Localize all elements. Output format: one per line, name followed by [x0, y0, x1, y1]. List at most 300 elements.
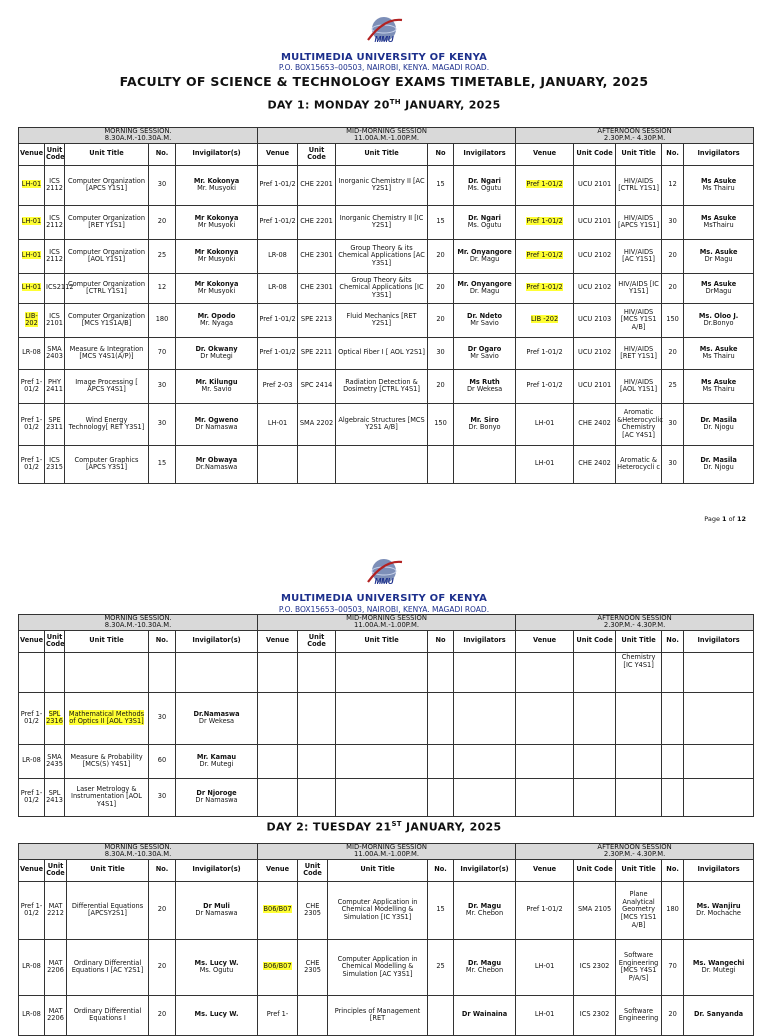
table-cell [454, 652, 516, 692]
venue-cell [19, 939, 45, 995]
venue-cell [516, 165, 574, 205]
venue: LH-01 [21, 217, 42, 226]
students-count-cell [428, 273, 454, 303]
venue: LH-01 [534, 459, 555, 468]
unit-code: ICS 2112 [46, 247, 63, 264]
unit-title-cell [67, 881, 149, 939]
students-count-cell [149, 692, 176, 744]
venue-cell [258, 337, 298, 369]
session-row [19, 615, 754, 631]
table-cell [684, 778, 754, 816]
table-cell [684, 652, 754, 692]
students-count-cell [149, 337, 176, 369]
unit-title: Differential Equations [APCSY2S1] [71, 901, 144, 918]
col-header: Unit Code [45, 630, 65, 652]
students-count: 15 [436, 217, 445, 226]
students-count: 20 [157, 962, 167, 971]
unit-code-cell [45, 369, 65, 403]
unit-title-cell [336, 337, 428, 369]
invigilator: Dr Namaswa [195, 796, 238, 805]
unit-code: UCU 2101 [578, 217, 612, 226]
invigilators-cell [684, 165, 754, 205]
chief-invigilator: Mr Obwaya [195, 455, 238, 464]
invigilator: MsThairu [703, 221, 734, 230]
venue: Pref 1-01/2 [526, 905, 563, 914]
col-header: Unit Code [298, 143, 336, 165]
unit-code: ICS 2101 [46, 311, 63, 328]
invigilators-cell [176, 273, 258, 303]
unit-title-cell [336, 303, 428, 337]
col-header: Unit Title [616, 859, 662, 881]
unit-code: SPE 2311 [46, 415, 63, 432]
table-cell [616, 652, 662, 692]
col-header: Invigilators [684, 859, 754, 881]
invigilator: Dr.Bonyo [703, 319, 734, 328]
students-count-cell [662, 445, 684, 483]
students-count-cell [428, 369, 454, 403]
chief-invigilator: Mr. Ogweno [194, 415, 239, 424]
venue: LIB-202 [25, 311, 38, 328]
invigilator: Dr Wekesa [198, 717, 235, 726]
unit-code-cell [574, 403, 616, 445]
col-header: Venue [19, 859, 45, 881]
afternoon-session: AFTERNOON SESSION 2.30P.M.- 4.30P.M. [516, 615, 754, 631]
col-header: No. [662, 143, 684, 165]
midmorning-session: MID-MORNING SESSION 11.00A.M.-1.00P.M. [258, 844, 516, 860]
venue-cell [19, 337, 45, 369]
venue-cell [19, 692, 45, 744]
venue: LR-08 [268, 283, 287, 292]
unit-code-cell [574, 369, 616, 403]
col-header: Venue [516, 859, 574, 881]
unit-code-cell [45, 165, 65, 205]
unit-code: SPE 2211 [300, 348, 333, 357]
unit-title-cell [616, 205, 662, 239]
venue: LH-01 [21, 251, 42, 260]
students-count: 20 [668, 251, 677, 260]
venue: Pref 1-01/2 [259, 348, 296, 357]
svg-text:MMU: MMU [374, 577, 394, 586]
venue-cell [19, 165, 45, 205]
table-cell [336, 692, 428, 744]
unit-title-cell [65, 303, 149, 337]
venue-cell [258, 369, 298, 403]
venue-cell [19, 303, 45, 337]
unit-code: CHE 2201 [300, 217, 333, 226]
table-cell [298, 778, 336, 816]
unit-code-cell [45, 239, 65, 273]
venue-cell [19, 995, 45, 1035]
table-row [19, 239, 754, 273]
unit-code: CHE 2301 [300, 251, 333, 260]
venue-cell [516, 337, 574, 369]
students-count: 12 [157, 283, 167, 292]
unit-code-cell [574, 239, 616, 273]
unit-code-cell [298, 337, 336, 369]
students-count-cell [149, 939, 176, 995]
unit-title-cell [616, 881, 662, 939]
venue: Pref 1-01/2 [259, 217, 296, 226]
students-count-cell [149, 445, 176, 483]
invigilator: Dr. Magu [469, 287, 500, 296]
invigilators-cell [454, 239, 516, 273]
venue-cell [258, 239, 298, 273]
invigilator: Dr. Njogu [703, 423, 734, 432]
invigilators-cell [454, 273, 516, 303]
chief-invigilator: Mr Kokonya [194, 279, 239, 288]
venue-cell [258, 445, 298, 483]
venue: Pref 1-01/2 [259, 315, 296, 324]
invigilator: DrMagu [705, 287, 732, 296]
venue: LH-01 [21, 180, 42, 189]
venue-cell [258, 205, 298, 239]
unit-title: Computer Organization [RET Y1S1] [67, 213, 146, 230]
venue-cell [516, 239, 574, 273]
students-count-cell [662, 403, 684, 445]
invigilators-cell [176, 692, 258, 744]
table-cell [258, 744, 298, 778]
table-row [19, 369, 754, 403]
table-cell [336, 744, 428, 778]
table-cell [454, 692, 516, 744]
venue: Pref 1-01/2 [526, 381, 563, 390]
university-name-page2: MULTIMEDIA UNIVERSITY OF KENYA [280, 593, 488, 604]
unit-title-cell [65, 692, 149, 744]
logo [0, 14, 768, 54]
col-header: Invigilators [684, 630, 754, 652]
students-count-cell [149, 205, 176, 239]
day1-heading: DAY 1: MONDAY 20TH JANUARY, 2025 [267, 98, 501, 112]
chief-invigilator: Ms. Oloo J. [698, 311, 739, 320]
venue: Pref 1-01/2 [526, 217, 563, 226]
venue: Pref 1-01/2 [526, 348, 563, 357]
invigilator: Mr. Musyoki [197, 184, 236, 193]
unit-code-cell [298, 995, 328, 1035]
unit-code: SPL 2413 [46, 788, 63, 805]
students-count: 30 [157, 419, 167, 428]
students-count: 15 [157, 459, 167, 468]
invigilator: Ms. Ogutu [467, 221, 502, 230]
col-header: Invigilator(s) [454, 859, 516, 881]
col-header: Unit Title [336, 143, 428, 165]
invigilator: Dr. Mutegi [199, 760, 234, 769]
students-count: 25 [157, 251, 167, 260]
unit-code: PHY 2411 [46, 377, 63, 394]
table-row [19, 995, 754, 1035]
morning-session: MORNING SESSION. 8.30A.M.-10.30A.M. [19, 615, 258, 631]
unit-title: HIV/AIDS [AOL Y1S1] [620, 377, 658, 394]
table-cell [616, 744, 662, 778]
unit-code-cell [298, 403, 336, 445]
unit-code: SMA 2202 [299, 419, 334, 428]
unit-title: Inorganic Chemistry II [IC Y2S1] [339, 213, 424, 230]
invigilators-cell [176, 369, 258, 403]
unit-title-cell [336, 239, 428, 273]
unit-title-cell [616, 369, 662, 403]
unit-code: ICS2112 [46, 283, 74, 292]
invigilators-cell [454, 403, 516, 445]
unit-code-cell [574, 337, 616, 369]
unit-title: Software Engineering [618, 1006, 659, 1023]
venue: LH-01 [267, 419, 288, 428]
table-row [19, 939, 754, 995]
table-cell [336, 778, 428, 816]
invigilator: Ms Thairu [702, 184, 735, 193]
unit-title-cell [67, 939, 149, 995]
unit-code: ICS 2112 [46, 213, 63, 230]
unit-code: SPL 2316 [46, 709, 63, 726]
unit-code: CHE 2402 [578, 459, 611, 468]
table-cell [298, 652, 336, 692]
unit-code-cell [298, 369, 336, 403]
col-header: Invigilators [454, 143, 516, 165]
col-header: Invigilator(s) [176, 859, 258, 881]
students-count-cell [428, 239, 454, 273]
unit-code-cell [574, 939, 616, 995]
unit-title-cell [336, 403, 428, 445]
invigilators-cell [684, 403, 754, 445]
unit-title: Ordinary Differential Equations I [AC Y2S1] [71, 958, 144, 975]
unit-code: MAT 2212 [47, 901, 64, 918]
unit-title: HIV/AIDS [MCS Y1S1 A/B] [620, 307, 657, 332]
venue: Pref 1-01/2 [20, 415, 43, 432]
invigilators-cell [454, 165, 516, 205]
day2-timetable [18, 843, 754, 1036]
students-count: 180 [155, 315, 169, 324]
students-count-cell [149, 881, 176, 939]
chief-invigilator: Dr Wainaina [461, 1010, 508, 1019]
table-row [19, 778, 754, 816]
unit-code-cell [298, 939, 328, 995]
students-count: 20 [436, 315, 445, 324]
chief-invigilator: Ms Ruth [469, 377, 500, 386]
unit-title-cell [328, 939, 428, 995]
students-count-cell [149, 273, 176, 303]
unit-code: CHE 2402 [578, 419, 611, 428]
venue-cell [516, 995, 574, 1035]
chief-invigilator: Dr Muli [203, 901, 230, 910]
venue-cell [19, 239, 45, 273]
students-count-cell [149, 239, 176, 273]
students-count-cell [662, 939, 684, 995]
chief-invigilator: Ms Asuke [700, 279, 737, 288]
venue-cell [258, 939, 298, 995]
unit-code: UCU 2102 [578, 348, 612, 357]
unit-code-cell [45, 445, 65, 483]
morning-session: MORNING SESSION. 8.30A.M.-10.30A.M. [19, 844, 258, 860]
col-header: No. [428, 859, 454, 881]
col-header: No. [149, 859, 176, 881]
unit-title-cell [616, 273, 662, 303]
table-row [19, 205, 754, 239]
venue-cell [258, 165, 298, 205]
chief-invigilator: Dr Njoroge [196, 788, 237, 797]
invigilators-cell [176, 744, 258, 778]
table-cell [428, 652, 454, 692]
unit-title: Group Theory &its Chemical Applications [IC Y3S1] [339, 275, 424, 300]
table-row [19, 403, 754, 445]
mmu-logo-icon [362, 14, 406, 50]
afternoon-session: AFTERNOON SESSION 2.30P.M.- 4.30P.M. [516, 128, 754, 144]
col-header: No. [149, 630, 176, 652]
invigilators-cell [176, 403, 258, 445]
chief-invigilator: Ms Asuke [700, 213, 737, 222]
invigilators-cell [176, 303, 258, 337]
venue: LR-08 [22, 348, 41, 357]
invigilators-cell [176, 337, 258, 369]
unit-title: HIV/AIDS [IC Y1S1] [618, 279, 659, 296]
unit-code-cell [45, 303, 65, 337]
col-header: No. [662, 859, 684, 881]
unit-title-cell [616, 337, 662, 369]
venue: Pref 1-01/2 [526, 283, 563, 292]
unit-code: SPE 2213 [300, 315, 333, 324]
venue: LH-01 [534, 1010, 555, 1019]
table-cell [336, 652, 428, 692]
students-count: 30 [668, 459, 677, 468]
chief-invigilator: Ms Asuke [700, 176, 737, 185]
venue-cell [19, 273, 45, 303]
unit-code-cell [45, 995, 67, 1035]
venue: LR-08 [22, 756, 41, 765]
invigilator: Dr. Njogu [703, 463, 734, 472]
unit-title-cell [336, 369, 428, 403]
unit-title: HIV/AIDS [RET Y1S1] [620, 344, 657, 361]
venue: LH-01 [534, 962, 555, 971]
unit-code-cell [298, 239, 336, 273]
unit-code-cell [45, 205, 65, 239]
table-cell [258, 652, 298, 692]
unit-title-cell [328, 995, 428, 1035]
invigilators-cell [684, 881, 754, 939]
unit-title: Measure & Probability [MCS(S) Y4S1] [70, 752, 143, 769]
header-row [19, 143, 754, 165]
venue: LIB -202 [530, 315, 559, 324]
students-count-cell [149, 369, 176, 403]
chief-invigilator: Mr. Kamau [196, 752, 237, 761]
unit-code-cell [574, 165, 616, 205]
invigilators-cell [176, 205, 258, 239]
unit-code: MAT 2206 [47, 958, 64, 975]
unit-title: HIV/AIDS [CTRL Y1S1] [618, 176, 659, 193]
invigilator: Ms Thairu [702, 352, 735, 361]
chief-invigilator: Dr Ogaro [467, 344, 502, 353]
table-cell [684, 744, 754, 778]
chief-invigilator: Dr. Masila [700, 455, 737, 464]
unit-code-cell [45, 337, 65, 369]
unit-title-cell [65, 445, 149, 483]
col-header: Unit Code [298, 859, 328, 881]
students-count: 25 [436, 962, 445, 971]
chief-invigilator: Ms. Wangechi [692, 958, 745, 967]
table-row [19, 273, 754, 303]
unit-title-cell [336, 445, 428, 483]
venue: LR-08 [22, 962, 41, 971]
col-header: Venue [258, 143, 298, 165]
unit-title: Computer Application in Chemical Modelling & Simulation [IC Y3S1] [337, 897, 418, 922]
chief-invigilator: Ms Asuke [700, 377, 737, 386]
invigilators-cell [176, 165, 258, 205]
unit-code-cell [574, 995, 616, 1035]
invigilator: Ms. Ogutu [467, 184, 502, 193]
col-header: Venue [258, 630, 298, 652]
col-header: Unit Title [65, 630, 149, 652]
invigilators-cell [684, 337, 754, 369]
invigilators-cell [454, 445, 516, 483]
header-row [19, 859, 754, 881]
day2-heading: DAY 2: TUESDAY 21ST JANUARY, 2025 [266, 820, 502, 834]
students-count-cell [662, 881, 684, 939]
col-header: Unit Code [574, 859, 616, 881]
students-count: 15 [436, 180, 445, 189]
unit-title: Measure & Integration [MCS Y4S1(A/P)] [69, 344, 144, 361]
venue-cell [516, 369, 574, 403]
invigilators-cell [454, 337, 516, 369]
invigilators-cell [454, 303, 516, 337]
chief-invigilator: Dr. Magu [468, 958, 502, 967]
unit-title-cell [65, 369, 149, 403]
table-row [19, 652, 754, 692]
invigilators-cell [176, 881, 258, 939]
col-header: Unit Code [574, 630, 616, 652]
table-row [19, 881, 754, 939]
unit-title: Fluid Mechanics [RET Y2S1] [346, 311, 417, 328]
students-count-cell [149, 165, 176, 205]
chief-invigilator: Mr. Siro [470, 415, 499, 424]
unit-title: Principles of Management [RET [334, 1006, 421, 1023]
chief-invigilator: Mr. Onyangore [457, 279, 512, 288]
unit-title-cell [616, 995, 662, 1035]
venue-cell [258, 303, 298, 337]
unit-title-cell [616, 403, 662, 445]
invigilators-cell [684, 369, 754, 403]
unit-title: Radiation Detection & Dosimetry [CTRL Y4S1] [343, 377, 420, 394]
unit-title: HIV/AIDS [APCS Y1S1] [618, 213, 660, 230]
table-cell [45, 652, 65, 692]
table-cell [298, 692, 336, 744]
chief-invigilator: Mr. Kokonya [193, 176, 240, 185]
unit-title-cell [336, 273, 428, 303]
invigilators-cell [176, 995, 258, 1035]
session-row [19, 128, 754, 144]
invigilators-cell [454, 205, 516, 239]
col-header: Invigilators [454, 630, 516, 652]
venue-cell [19, 403, 45, 445]
table-cell [662, 652, 684, 692]
col-header: Venue [516, 143, 574, 165]
col-header: No [428, 630, 454, 652]
col-header: Unit Code [45, 143, 65, 165]
venue-cell [19, 744, 45, 778]
col-header: Unit Title [65, 143, 149, 165]
venue-cell [19, 369, 45, 403]
students-count: 180 [666, 905, 679, 914]
students-count-cell [428, 303, 454, 337]
invigilator: Mr Musyoki [197, 255, 236, 264]
col-header: Unit Title [616, 143, 662, 165]
table-cell [574, 744, 616, 778]
table-row [19, 165, 754, 205]
unit-code: UCU 2101 [578, 381, 612, 390]
students-count-cell [662, 995, 684, 1035]
table-cell [258, 692, 298, 744]
venue-cell [19, 881, 45, 939]
unit-title: Laser Metrology & Instrumentation [AOL Y4S1] [71, 784, 142, 809]
unit-code-cell [45, 939, 67, 995]
unit-code: CHE 2201 [300, 180, 333, 189]
invigilator: Ms Thairu [702, 385, 735, 394]
unit-code-cell [574, 445, 616, 483]
